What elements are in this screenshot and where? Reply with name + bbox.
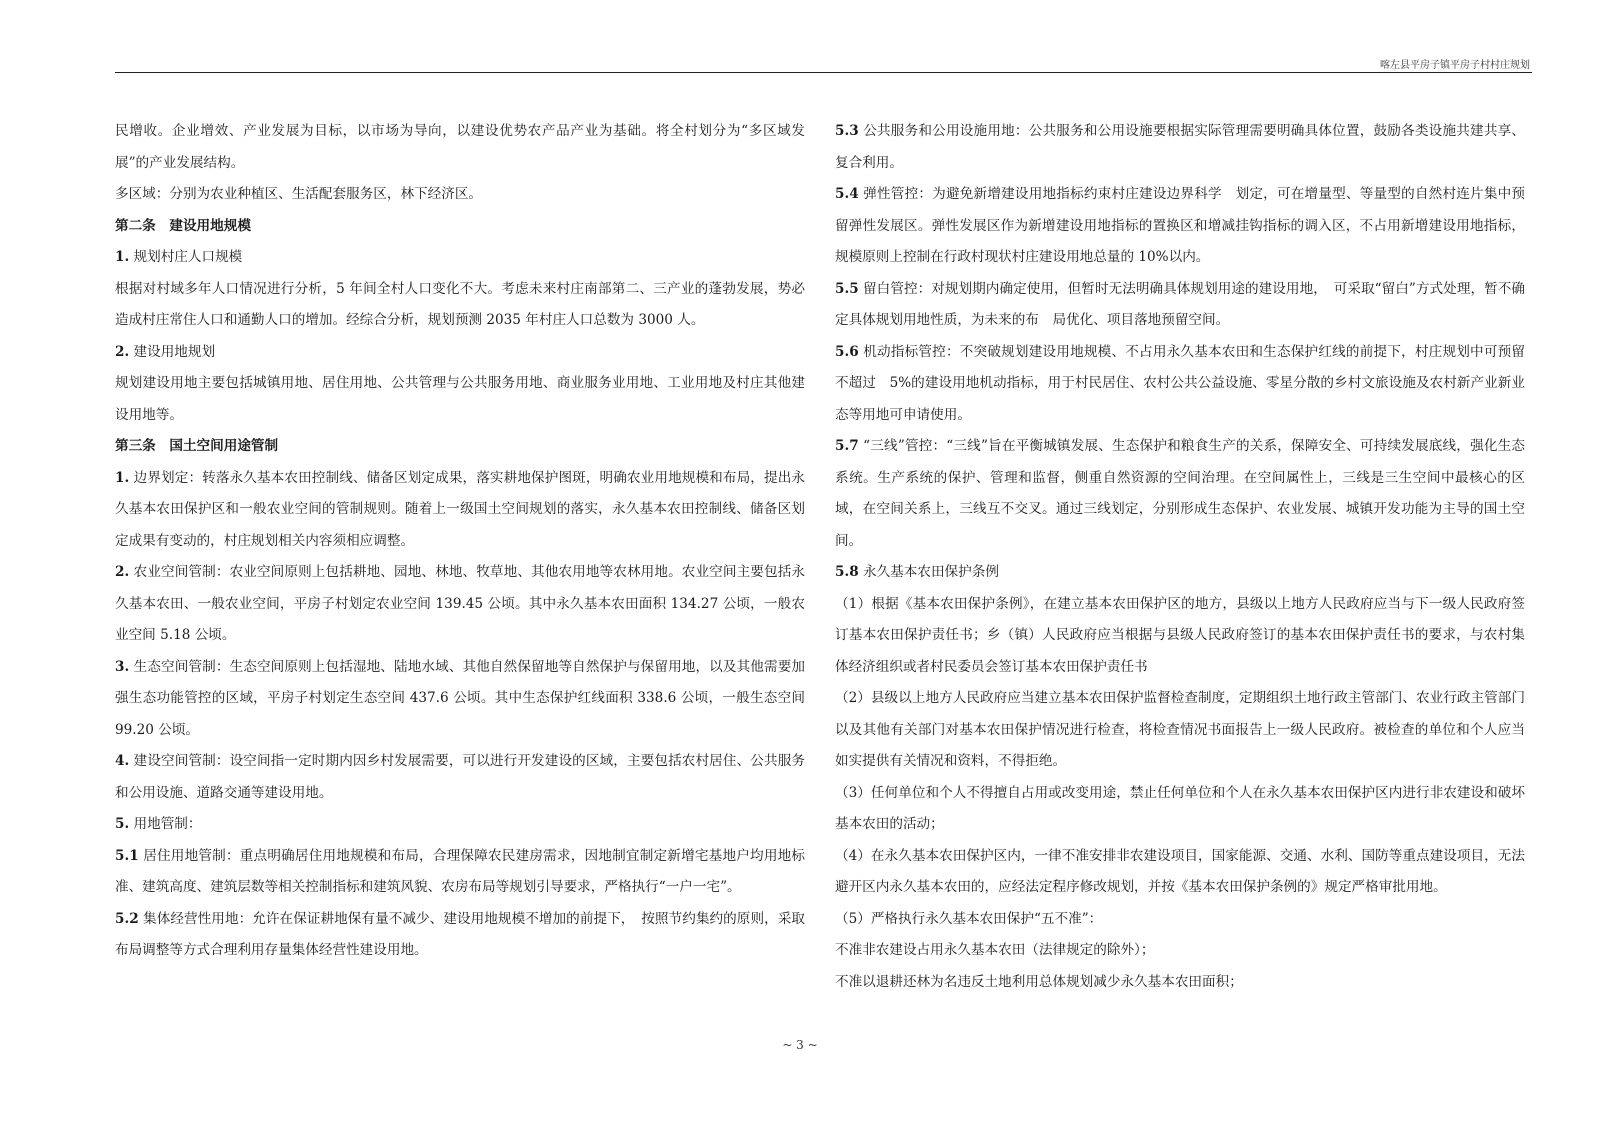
body-paragraph: （1）根据《基本农田保护条例》，在建立基本农田保护区的地方，县级以上地方人民政府应当与下一级人民政府签订基本农田保护责任书；乡（镇）人民政府应当根据与县级人民政府签订的基本农田保护责任书的要求，与农村集体经济组织或者村民委员会签订基本农田保护责任书 bbox=[835, 595, 1525, 675]
paragraph-number: 5.1 bbox=[115, 847, 139, 864]
numbered-paragraph bbox=[835, 337, 1525, 432]
paragraph-number: 5.7 bbox=[835, 438, 859, 454]
body-paragraph: （3）任何单位和个人不得擅自占用或改变用途，禁止任何单位和个人在永久基本农田保护区内进行非农建设和破坏基本农田的活动； bbox=[835, 784, 1525, 832]
header-divider bbox=[115, 72, 1532, 73]
paragraph-text: 边界划定：转落永久基本农田控制线、储备区划定成果，落实耕地保护图斑，明确农业用地规模和布局，提出永久基本农田保护区和一般农业空间的管制规则。随着上一级国土空间规划的落实，永久基本农田控制线、储备区划定成果有变动的，村庄规划相关内容须相应调整。 bbox=[115, 469, 805, 549]
paragraph-number: 5.2 bbox=[115, 910, 139, 927]
paragraph-text: 规划村庄人口规模 bbox=[133, 249, 243, 265]
numbered-paragraph bbox=[835, 116, 1525, 179]
paragraph-number: 5.3 bbox=[835, 123, 859, 139]
body-paragraph: 规划建设用地主要包括城镇用地、居住用地、公共管理与公共服务用地、商业服务业用地、工业用地及村庄其他建设用地等。 bbox=[115, 375, 805, 423]
paragraph-text: 建设用地规划 bbox=[133, 343, 216, 360]
numbered-paragraph bbox=[835, 179, 1525, 274]
paragraph-number: 1. bbox=[115, 249, 130, 265]
document-header-title: 喀左县平房子镇平房子村村庄规划 bbox=[1380, 60, 1530, 71]
paragraph-text: 永久基本农田保护条例 bbox=[862, 564, 999, 580]
body-paragraph: 民增收。企业增效、产业发展为目标，以市场为导向，以建设优势农产品产业为基础。将全村划分为“多区域发展”的产业发展结构。 bbox=[115, 123, 805, 171]
numbered-paragraph bbox=[115, 746, 805, 809]
numbered-paragraph bbox=[835, 431, 1525, 557]
numbered-paragraph bbox=[835, 274, 1525, 337]
numbered-paragraph bbox=[115, 242, 805, 274]
section-heading: 第三条 国土空间用途管制 bbox=[115, 438, 279, 454]
paragraph-number: 2. bbox=[115, 564, 130, 580]
paragraph-number: 2. bbox=[115, 343, 130, 360]
numbered-paragraph bbox=[115, 557, 805, 652]
numbered-paragraph bbox=[115, 841, 805, 904]
page-number: ~ 3 ~ bbox=[782, 1038, 818, 1052]
numbered-paragraph bbox=[115, 337, 805, 369]
body-paragraph: 根据对村域多年人口情况进行分析，5 年间全村人口变化不大。考虑未来村庄南部第二、三产业的蓬勃发展，势必造成村庄常住人口和通勤人口的增加。经综合分析，规划预测 2035 年村庄人口总数为 3000 人。 bbox=[115, 280, 805, 328]
paragraph-text: 生态空间管制：生态空间原则上包括湿地、陆地水域、其他自然保留地等自然保护与保留用地，以及其他需要加强生态功能管控的区域，平房子村划定生态空间 437.6 公顷。其中生态保护红线面积 338.6 公顷，一般生态空间 99.20 公顷。 bbox=[115, 658, 805, 738]
body-paragraph: 不准非农建设占用永久基本农田（法律规定的除外）； bbox=[835, 942, 1155, 958]
body-paragraph: （2）县级以上地方人民政府应当建立基本农田保护监督检查制度，定期组织土地行政主管部门、农业行政主管部门以及其他有关部门对基本农田保护情况进行检查，将检查情况书面报告上一级人民政府。被检查的单位和个人应当如实提供有关情况和资料，不得拒绝。 bbox=[835, 690, 1525, 769]
paragraph-number: 1. bbox=[115, 469, 130, 486]
numbered-paragraph bbox=[115, 904, 805, 967]
numbered-paragraph bbox=[115, 463, 805, 558]
paragraph-text: 公共服务和公用设施用地：公共服务和公用设施要根据实际管理需要明确具体位置，鼓励各类设施共建共享、复合利用。 bbox=[835, 123, 1526, 171]
paragraph-text: 建设空间管制：设空间指一定时期内因乡村发展需要，可以进行开发建设的区域，主要包括农村居住、公共服务和公用设施、道路交通等建设用地。 bbox=[115, 753, 805, 801]
paragraph-number: 5.4 bbox=[835, 186, 859, 202]
paragraph-text: 机动指标管控：不突破规划建设用地规模、不占用永久基本农田和生态保护红线的前提下，村庄规划中可预留不超过 5%的建设用地机动指标，用于村民居住、农村公共公益设施、零星分散的乡村文旅设施及农村新产业新业态等用地可申请使用。 bbox=[835, 343, 1526, 423]
paragraph-number: 5.5 bbox=[835, 280, 859, 297]
paragraph-text: 弹性管控：为避免新增建设用地指标约束村庄建设边界科学 划定，可在增量型、等量型的自然村连片集中预留弹性发展区。弹性发展区作为新增建设用地指标的置换区和增减挂钩指标的调入区，不占用新增建设用地指标，规模原则上控制在行政村现状村庄建设用地总量的 10%以内。 bbox=[835, 186, 1526, 265]
body-paragraph: （4）在永久基本农田保护区内，一律不准安排非农建设项目，国家能源、交通、水利、国防等重点建设项目，无法避开区内永久基本农田的，应经法定程序修改规划，并按《基本农田保护条例的》规定严格审批用地。 bbox=[835, 847, 1525, 895]
section-heading: 第二条 建设用地规模 bbox=[115, 217, 251, 234]
paragraph-number: 4. bbox=[115, 753, 130, 769]
numbered-paragraph bbox=[115, 652, 805, 747]
left-text-column bbox=[115, 116, 805, 967]
right-text-column bbox=[835, 116, 1525, 998]
paragraph-text: 集体经营性用地：允许在保证耕地保有量不减少、建设用地规模不增加的前提下， 按照节约集约的原则，采取布局调整等方式合理利用存量集体经营性建设用地。 bbox=[115, 910, 806, 958]
paragraph-number: 5. bbox=[115, 816, 130, 832]
paragraph-number: 5.8 bbox=[835, 564, 859, 580]
paragraph-text: 留白管控：对规划期内确定使用，但暂时无法明确具体规划用途的建设用地， 可采取“留白”方式处理，暂不确定具体规划用地性质，为未来的布 局优化、项目落地预留空间。 bbox=[835, 280, 1525, 328]
paragraph-number: 5.6 bbox=[835, 343, 859, 360]
numbered-paragraph bbox=[835, 557, 1525, 589]
body-paragraph: （5）严格执行永久基本农田保护“五不准”： bbox=[835, 910, 1103, 927]
body-paragraph: 多区域：分别为农业种植区、生活配套服务区，林下经济区。 bbox=[115, 186, 483, 202]
paragraph-number: 3. bbox=[115, 658, 130, 675]
numbered-paragraph bbox=[115, 809, 805, 841]
body-paragraph: 不准以退耕还林为名违反土地利用总体规划减少永久基本农田面积； bbox=[835, 973, 1243, 990]
paragraph-text: 用地管制： bbox=[133, 816, 202, 832]
paragraph-text: “三线”管控：“三线”旨在平衡城镇发展、生态保护和粮食生产的关系，保障安全、可持续发展底线，强化生态系统。生产系统的保护、管理和监督，侧重自然资源的空间治理。在空间属性上，三线是三生空间中最核心的区域，在空间关系上，三线互不交叉。通过三线划定，分别形成生态保护、农业发展、城镇开发功能为主导的国土空间。 bbox=[835, 438, 1525, 549]
paragraph-text: 居住用地管制：重点明确居住用地规模和布局，合理保障农民建房需求，因地制宜制定新增宅基地户均用地标准、建筑高度、建筑层数等相关控制指标和建筑风貌、农房布局等规划引导要求，严格执行“一户一宅”。 bbox=[115, 847, 806, 895]
paragraph-text: 农业空间管制：农业空间原则上包括耕地、园地、林地、牧草地、其他农用地等农林用地。农业空间主要包括永久基本农田、一般农业空间，平房子村划定农业空间 139.45 公顷。其中永久基本农田面积 134.27 公顷，一般农业空间 5.18 公顷。 bbox=[115, 564, 805, 643]
